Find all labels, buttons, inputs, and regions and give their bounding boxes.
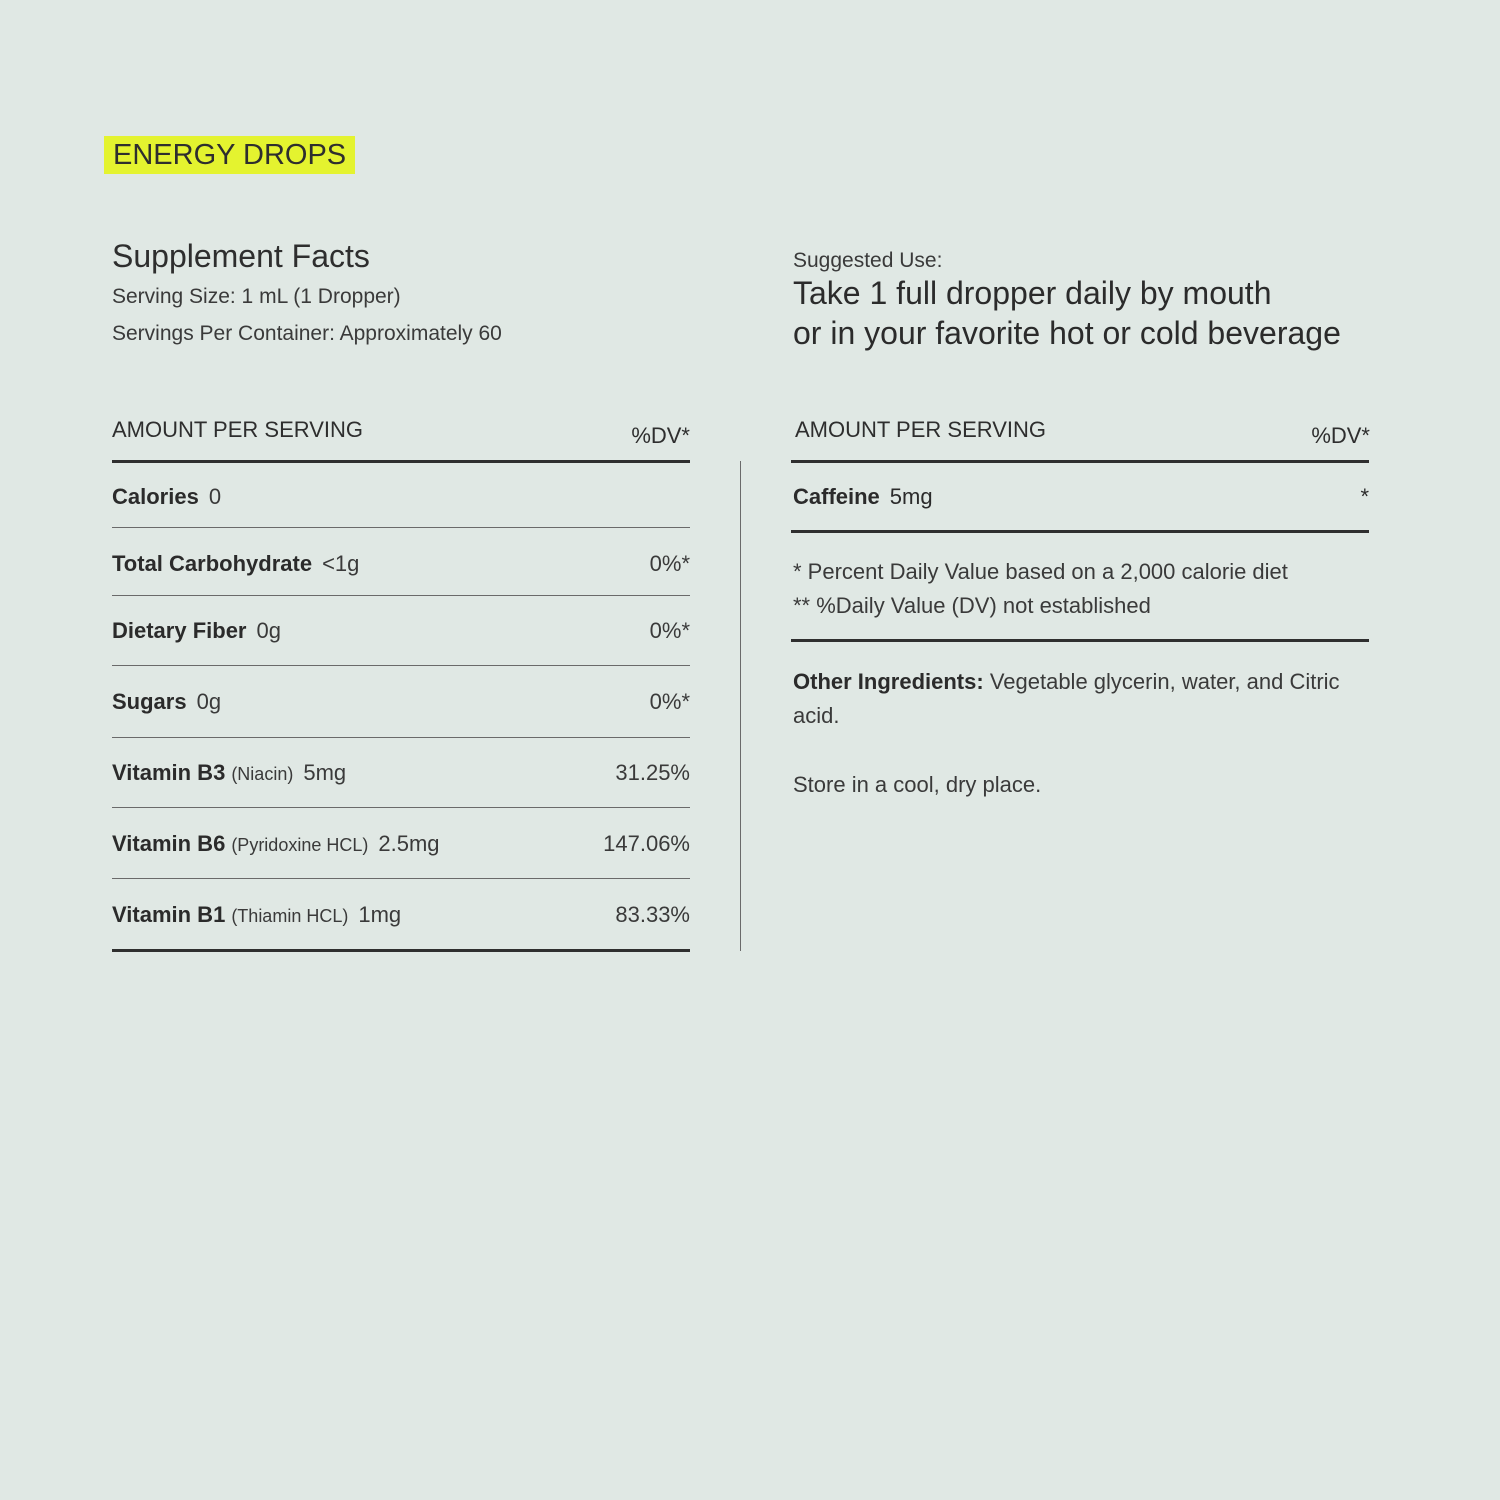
nutrient-name: Sugars xyxy=(112,689,187,714)
left-dv-header: %DV* xyxy=(631,423,690,448)
row-divider xyxy=(112,807,690,808)
supplement-facts-title: Supplement Facts xyxy=(112,238,370,274)
caffeine-rule xyxy=(791,530,1369,533)
right-amount-header: AMOUNT PER SERVING xyxy=(795,417,1047,442)
nutrient-amount: 0g xyxy=(196,689,222,714)
suggested-use-line-2: or in your favorite hot or cold beverage xyxy=(793,315,1341,351)
nutrient-name: Calories xyxy=(112,484,199,509)
nutrient-source: (Niacin) xyxy=(231,764,294,784)
right-header-rule xyxy=(791,460,1369,463)
footnote-not-established: ** %Daily Value (DV) not established xyxy=(793,593,1151,618)
row-divider xyxy=(112,665,690,666)
column-divider xyxy=(740,461,741,951)
nutrient-dv: 83.33% xyxy=(615,902,690,927)
other-ingredients xyxy=(793,665,1383,733)
nutrient-dv: 147.06% xyxy=(603,831,690,856)
right-dv-header: %DV* xyxy=(1311,423,1370,448)
row-divider xyxy=(112,949,690,952)
table-row-caffeine xyxy=(793,482,1369,512)
table-row xyxy=(112,616,690,646)
nutrient-name: Vitamin B3 xyxy=(112,760,226,785)
row-divider xyxy=(112,595,690,596)
footnote-daily-value: * Percent Daily Value based on a 2,000 calorie diet xyxy=(793,559,1288,584)
suggested-use-label: Suggested Use: xyxy=(793,249,943,272)
nutrient-amount: 0g xyxy=(256,618,281,643)
table-row xyxy=(112,758,690,788)
nutrient-name: Caffeine xyxy=(793,484,880,509)
nutrient-name: Vitamin B6 xyxy=(112,831,226,856)
nutrient-dv: 31.25% xyxy=(615,760,690,785)
nutrient-name: Dietary Fiber xyxy=(112,618,247,643)
table-row xyxy=(112,549,690,579)
nutrient-amount: <1g xyxy=(322,551,360,576)
suggested-use-line-1: Take 1 full dropper daily by mouth xyxy=(793,275,1272,311)
nutrient-name: Total Carbohydrate xyxy=(112,551,313,576)
nutrient-amount: 5mg xyxy=(303,760,347,785)
table-row xyxy=(112,482,690,512)
row-divider xyxy=(112,878,690,879)
nutrient-dv: 0%* xyxy=(649,689,690,714)
footnote-rule xyxy=(791,639,1369,642)
row-divider xyxy=(112,527,690,528)
serving-size: Serving Size: 1 mL (1 Dropper) xyxy=(112,285,401,308)
storage-instructions: Store in a cool, dry place. xyxy=(793,772,1042,797)
row-divider xyxy=(112,737,690,738)
nutrient-amount: 2.5mg xyxy=(378,831,440,856)
nutrient-name: Vitamin B1 xyxy=(112,902,226,927)
nutrient-amount: 5mg xyxy=(889,484,933,509)
nutrient-dv: * xyxy=(1360,484,1369,509)
nutrient-source: (Pyridoxine HCL) xyxy=(231,835,369,855)
servings-per-container: Servings Per Container: Approximately 60 xyxy=(112,322,502,345)
nutrient-amount: 0 xyxy=(208,484,222,509)
suggested-use-text xyxy=(793,273,1433,353)
nutrient-dv: 0%* xyxy=(649,551,690,576)
other-ingredients-label: Other Ingredients: xyxy=(793,669,984,694)
product-badge: ENERGY DROPS xyxy=(104,136,355,174)
left-amount-header: AMOUNT PER SERVING xyxy=(112,417,364,442)
table-row xyxy=(112,900,690,930)
nutrient-dv: 0%* xyxy=(649,618,690,643)
table-row xyxy=(112,687,690,717)
left-header-rule xyxy=(112,460,690,463)
nutrient-amount: 1mg xyxy=(358,902,402,927)
table-row xyxy=(112,829,690,859)
other-ingredients-text: Vegetable glycerin, water, and Citric acid. xyxy=(793,669,1340,728)
nutrient-source: (Thiamin HCL) xyxy=(231,906,349,926)
